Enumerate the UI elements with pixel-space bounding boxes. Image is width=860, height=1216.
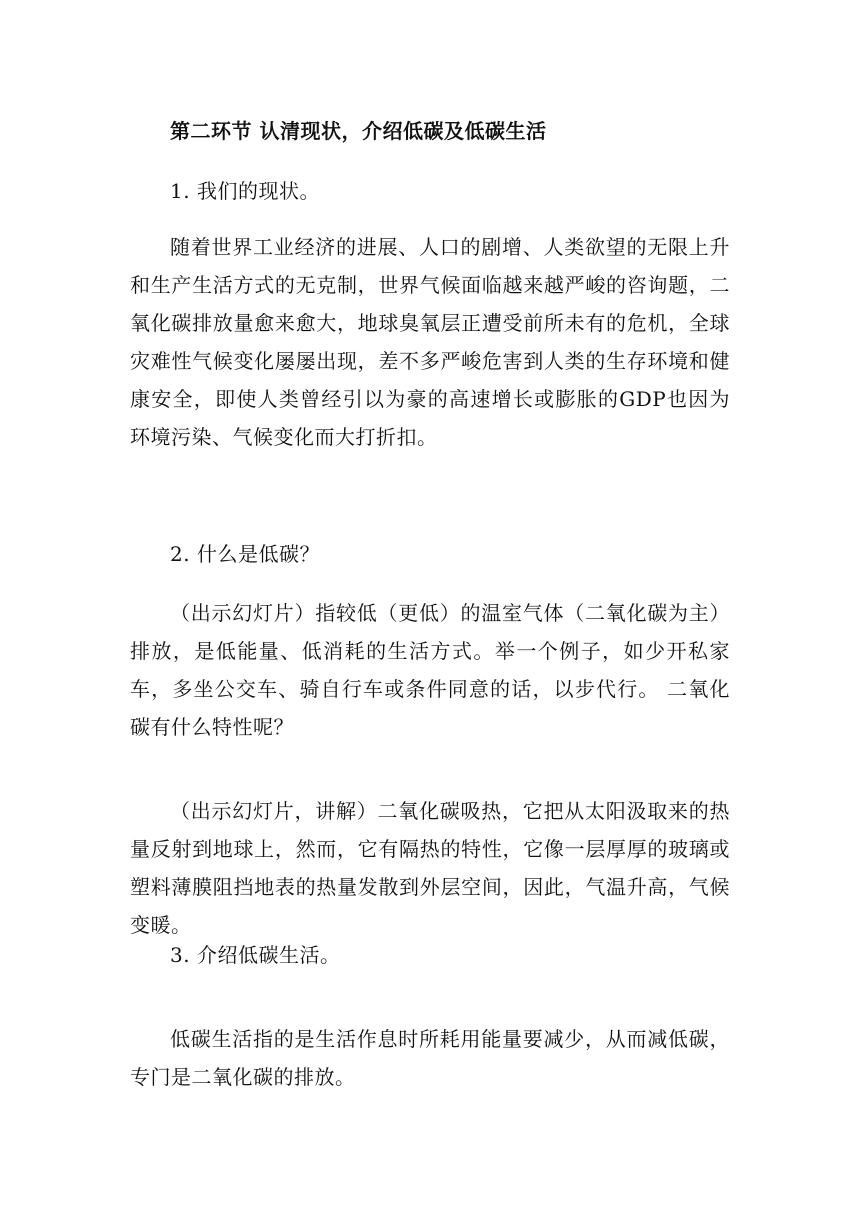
list-item-what-is-low-carbon: 2. 什么是低碳？ <box>170 542 320 566</box>
paragraph-low-carbon-life: 低碳生活指的是生活作息时所耗用能量要减少，从而减低碳，专门是二氧化碳的排放。 <box>130 1027 730 1089</box>
list-item-low-carbon-life: 3. 介绍低碳生活。 <box>170 943 341 967</box>
list-item-current-situation: 1. 我们的现状。 <box>170 179 320 203</box>
section-heading: 第二环节 认清现状，介绍低碳及低碳生活 <box>170 119 547 143</box>
paragraph-co2-properties: （出示幻灯片，讲解）二氧化碳吸热，它把从太阳汲取来的热量反射到地球上，然而，它有隔热的特性，它像一层厚厚的玻璃或塑料薄膜阻挡地表的热量发散到外层空间，因此，气温升高，气候变暖。 <box>130 799 730 937</box>
paragraph-low-carbon-definition: （出示幻灯片）指较低（更低）的温室气体（二氧化碳为主）排放，是低能量、低消耗的生活方式。举一个例子，如少开私家车，多坐公交车、骑自行车或条件同意的话，以步代行。 二氧化碳有什么特性呢？ <box>130 601 730 739</box>
paragraph-current-situation: 随着世界工业经济的进展、人口的剧增、人类欲望的无限上升和生产生活方式的无克制，世界气候面临越来越严峻的咨询题，二氧化碳排放量愈来愈大，地球臭氧层正遭受前所未有的危机，全球灾难性气候变化屡屡出现，差不多严峻危害到人类的生存环境和健康安全，即使人类曾经引以为豪的高速增长或膨胀的GDP也因为环境污染、气候变化而大打折扣。 <box>130 235 730 449</box>
